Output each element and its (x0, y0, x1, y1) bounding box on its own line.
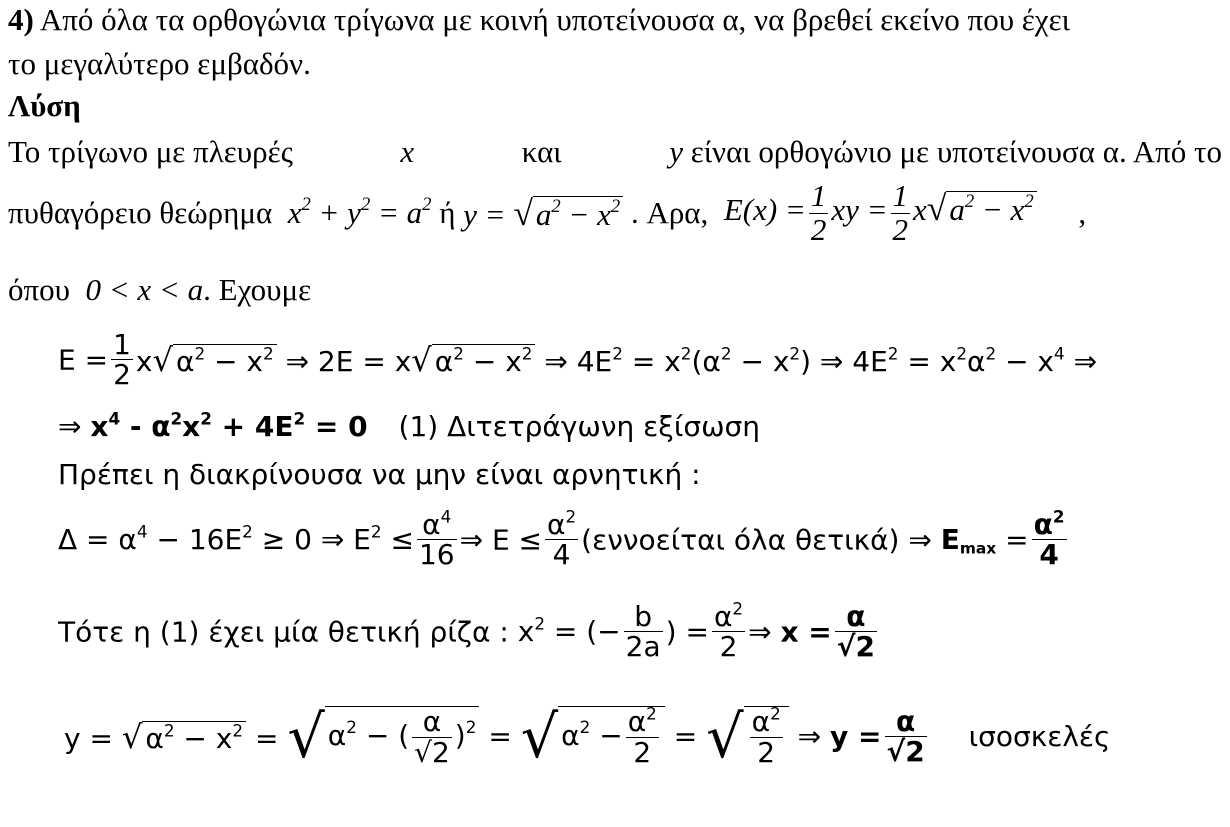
root-text: Τότε η (1) έχει μία θετική ρίζα : (58, 615, 509, 649)
derivation-line-5: Τότε η (1) έχει μία θετική ρίζα : $x^2$ = (− $\frac{b}{2a}$ ) = $\frac{\alpha^2}{2}$ ⇒ x = $\frac{\alpha}{√2}$ (58, 598, 875, 664)
problem-text-1: Από όλα τα ορθογώνια τρίγωνα με κοινή υποτείνουσα α, να βρεθεί εκείνο που έχει (39, 2, 1070, 37)
paragraph-text: . Αρα, (630, 195, 709, 231)
problem-text-2: το μεγαλύτερο εμβαδόν. (8, 46, 311, 81)
paragraph-text: ή (439, 195, 456, 231)
paragraph-text: όπου (8, 272, 70, 307)
area-formula: E(x) = $\frac{1}{2}$ xy = $\frac{1}{2}$ $x√a^2 - x^2$ (716, 192, 1037, 227)
paragraph-line-1 (8, 134, 1222, 170)
derivation-line-1: E = $\frac{1}{2}$ x√ $\alpha^2 - x^2$ ⇒ 2E = x√ $\alpha^2 - x^2$ ⇒ $4E^2 = x^2(\alpha^2 - x^2)$ ⇒ $4E^2 = x^2\alpha^2 - x^4$ ⇒ (58, 328, 1098, 392)
variable-x: x (400, 134, 415, 169)
pythagoras-formula: $x^2 + y^2 = a^2$ (279, 194, 432, 231)
derivation-line-2: ⇒ $x^4 - \alpha^2x^2 + 4E^2 = 0$ (1) Διτετράγωνη εξίσωση (58, 408, 761, 443)
solution-heading: Λύση (8, 88, 81, 123)
problem-line-1 (8, 2, 1070, 38)
paragraph-text: και (521, 134, 562, 169)
problem-line-2 (8, 46, 311, 82)
variable-y: y (669, 134, 683, 169)
domain-inequality: 0 < x < a (77, 272, 204, 307)
discriminant-text: Πρέπει η διακρίνουσα να μην είναι αρνητική : (58, 458, 701, 491)
paragraph-text: . Εχουμε (203, 272, 312, 307)
paragraph-line-3 (8, 272, 311, 308)
problem-number: 4) (8, 2, 34, 37)
paragraph-text: Το τρίγωνο με πλευρές (8, 134, 293, 169)
derivation-line-4: $\Delta = \alpha^4 - 16E^2 \ge 0$ ⇒ $E^2$ ≤ $\frac{\alpha^4}{16}$ ⇒ E ≤ $\frac{\alpha^2}{4}$ (εννοείται όλα θετικά) ⇒ $E_{max}$ = $\frac{\alpha^2}{4}$ (58, 506, 1065, 572)
equation-label: (1) Διτετράγωνη εξίσωση (398, 410, 761, 443)
conclusion-text: ισοσκελές (968, 720, 1111, 753)
paragraph-text: πυθαγόρειο θεώρημα (8, 195, 273, 231)
paragraph-line-2: πυθαγόρειο θεώρημα $x^2 + y^2 = a^2$ ή $y = √a^2 - x^2$ . Αρα, E(x) = $\frac{1}{2}$ xy = $\frac{1}{2}$ $x√a^2 - x^2$ , (8, 178, 1087, 247)
positivity-note: (εννοείται όλα θετικά) (581, 523, 900, 557)
paragraph-text: είναι ορθογώνιο με υποτείνουσα α. Από το (690, 134, 1222, 169)
derivation-line-6: y = √ $\alpha^2 - x^2$ = √ $\alpha^2$ − ( $\frac{\alpha}{√2}$ )$^2$ = √ $\alpha^2$ − $\frac{\alpha^2}{2}$ = √ $\frac{\alpha^2}{2}$ ⇒ y = $\frac{\alpha}{√2}$ ισοσκελές (64, 702, 1111, 771)
y-formula: $y = √a^2 - x^2$ (463, 197, 623, 232)
